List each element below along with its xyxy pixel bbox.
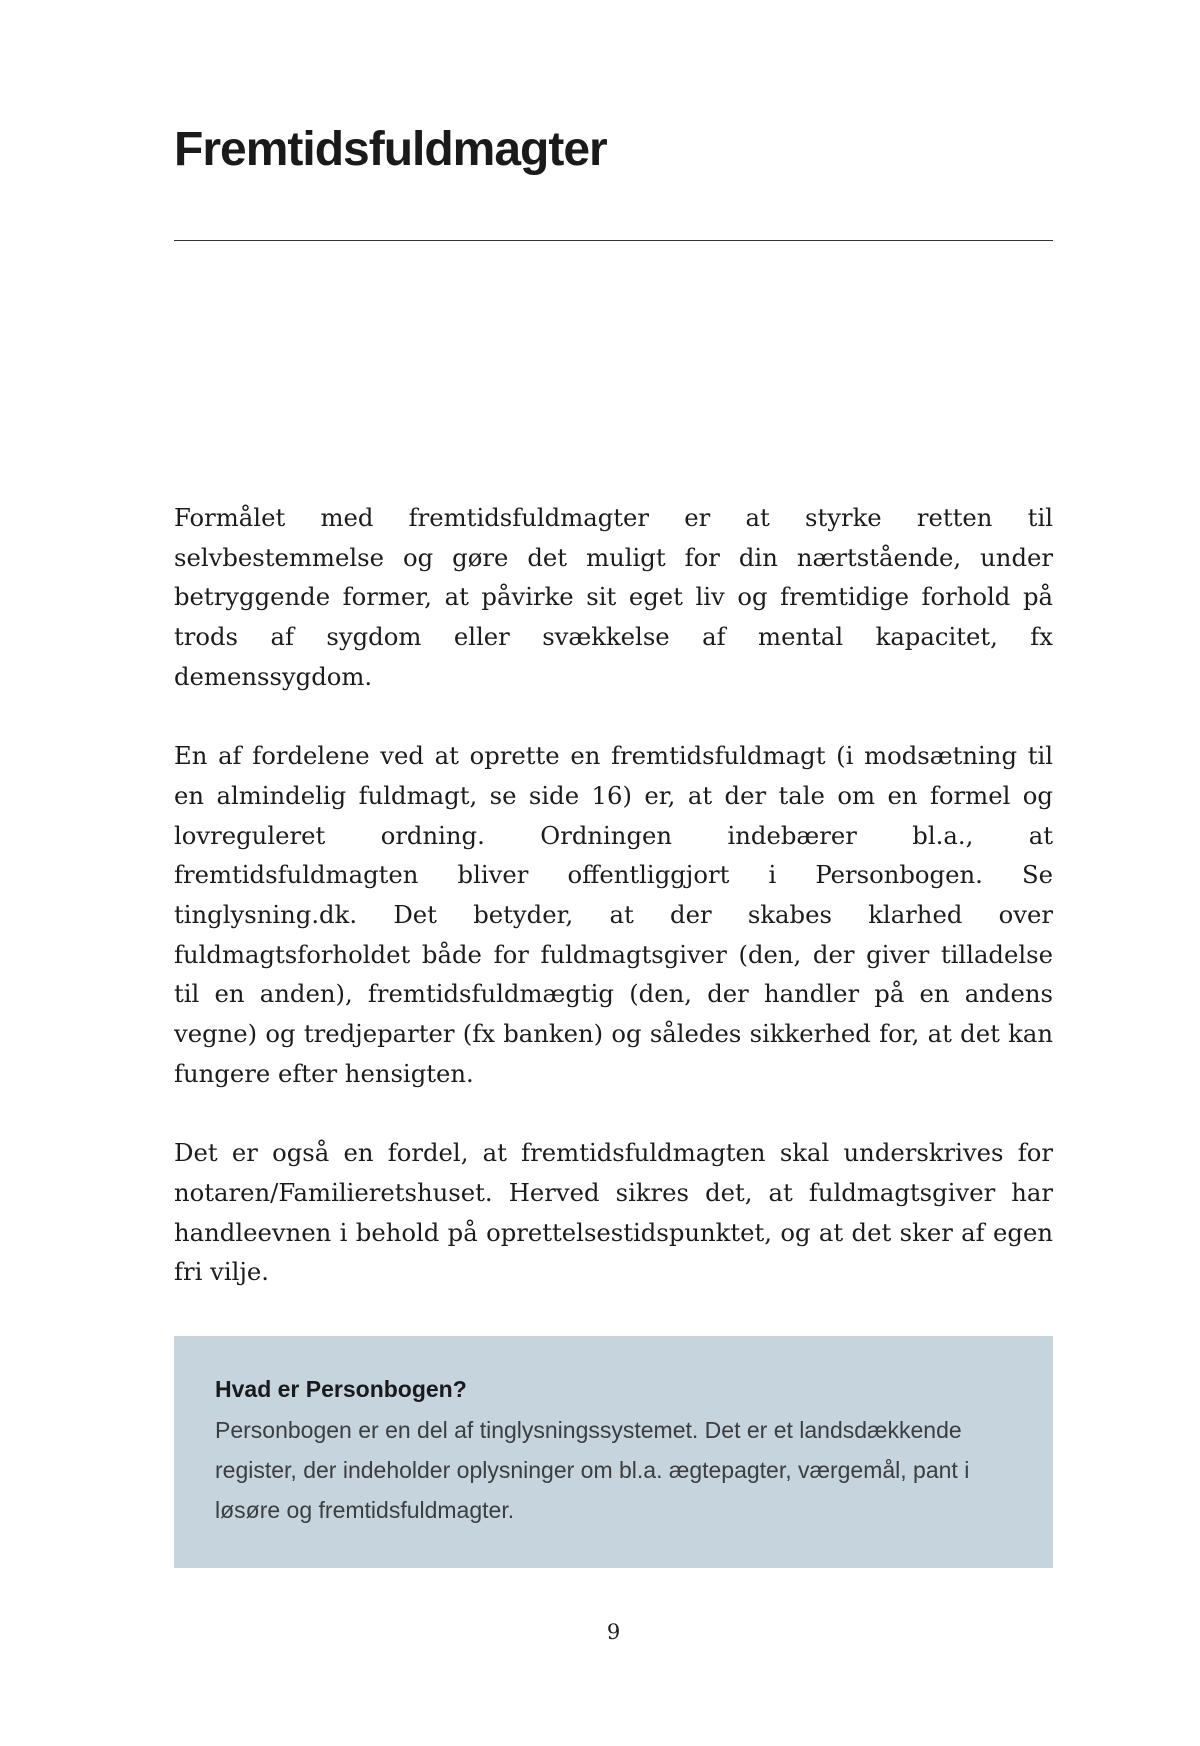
page-number: 9 [606, 1620, 621, 1644]
info-box-title: Hvad er Personbogen? [215, 1376, 467, 1402]
title-divider [174, 240, 1053, 241]
body-text [174, 498, 1053, 1332]
info-box [174, 1336, 1053, 1568]
paragraph-advantages: En af fordelene ved at oprette en fremtidsfuldmagt (i modsætning til en almindelig fuldmagt, se side 16) er, at der tale om en formel og lovreguleret ordning. Ordningen indebærer bl.a., at fremtidsfuldmagten bliver offentliggjort i Personbogen. Se tinglysning.dk. Det betyder, at der skabes klarhed over fuldmagtsforholdet både for fuldmagtsgiver (den, der giver tilladelse til en anden), fremtidsfuldmægtig (den, der handler på en andens vegne) og tredjeparter (fx banken) og således sikkerhed for, at det kan fungere efter hensigten. [174, 741, 1053, 1088]
info-box-text: Personbogen er en del af tinglysningssystemet. Det er et landsdækkende register, der indeholder oplysninger om bl.a. ægtepagter, værgemål, pant i løsøre og fremtidsfuldmagter. [215, 1417, 970, 1523]
paragraph-purpose: Formålet med fremtidsfuldmagter er at styrke retten til selvbestemmelse og gøre det muligt for din nærtstående, under betryggende former, at påvirke sit eget liv og fremtidige forhold på trods af sygdom eller svækkelse af mental kapacitet, fx demenssygdom. [174, 503, 1053, 691]
paragraph-notary: Det er også en fordel, at fremtidsfuldmagten skal underskrives for notaren/Familieretshuset. Herved sikres det, at fuldmagtsgiver har handleevnen i behold på oprettelsestidspunktet, og at det sker af egen fri vilje. [174, 1138, 1053, 1287]
page-title: Fremtidsfuldmagter [174, 123, 607, 176]
